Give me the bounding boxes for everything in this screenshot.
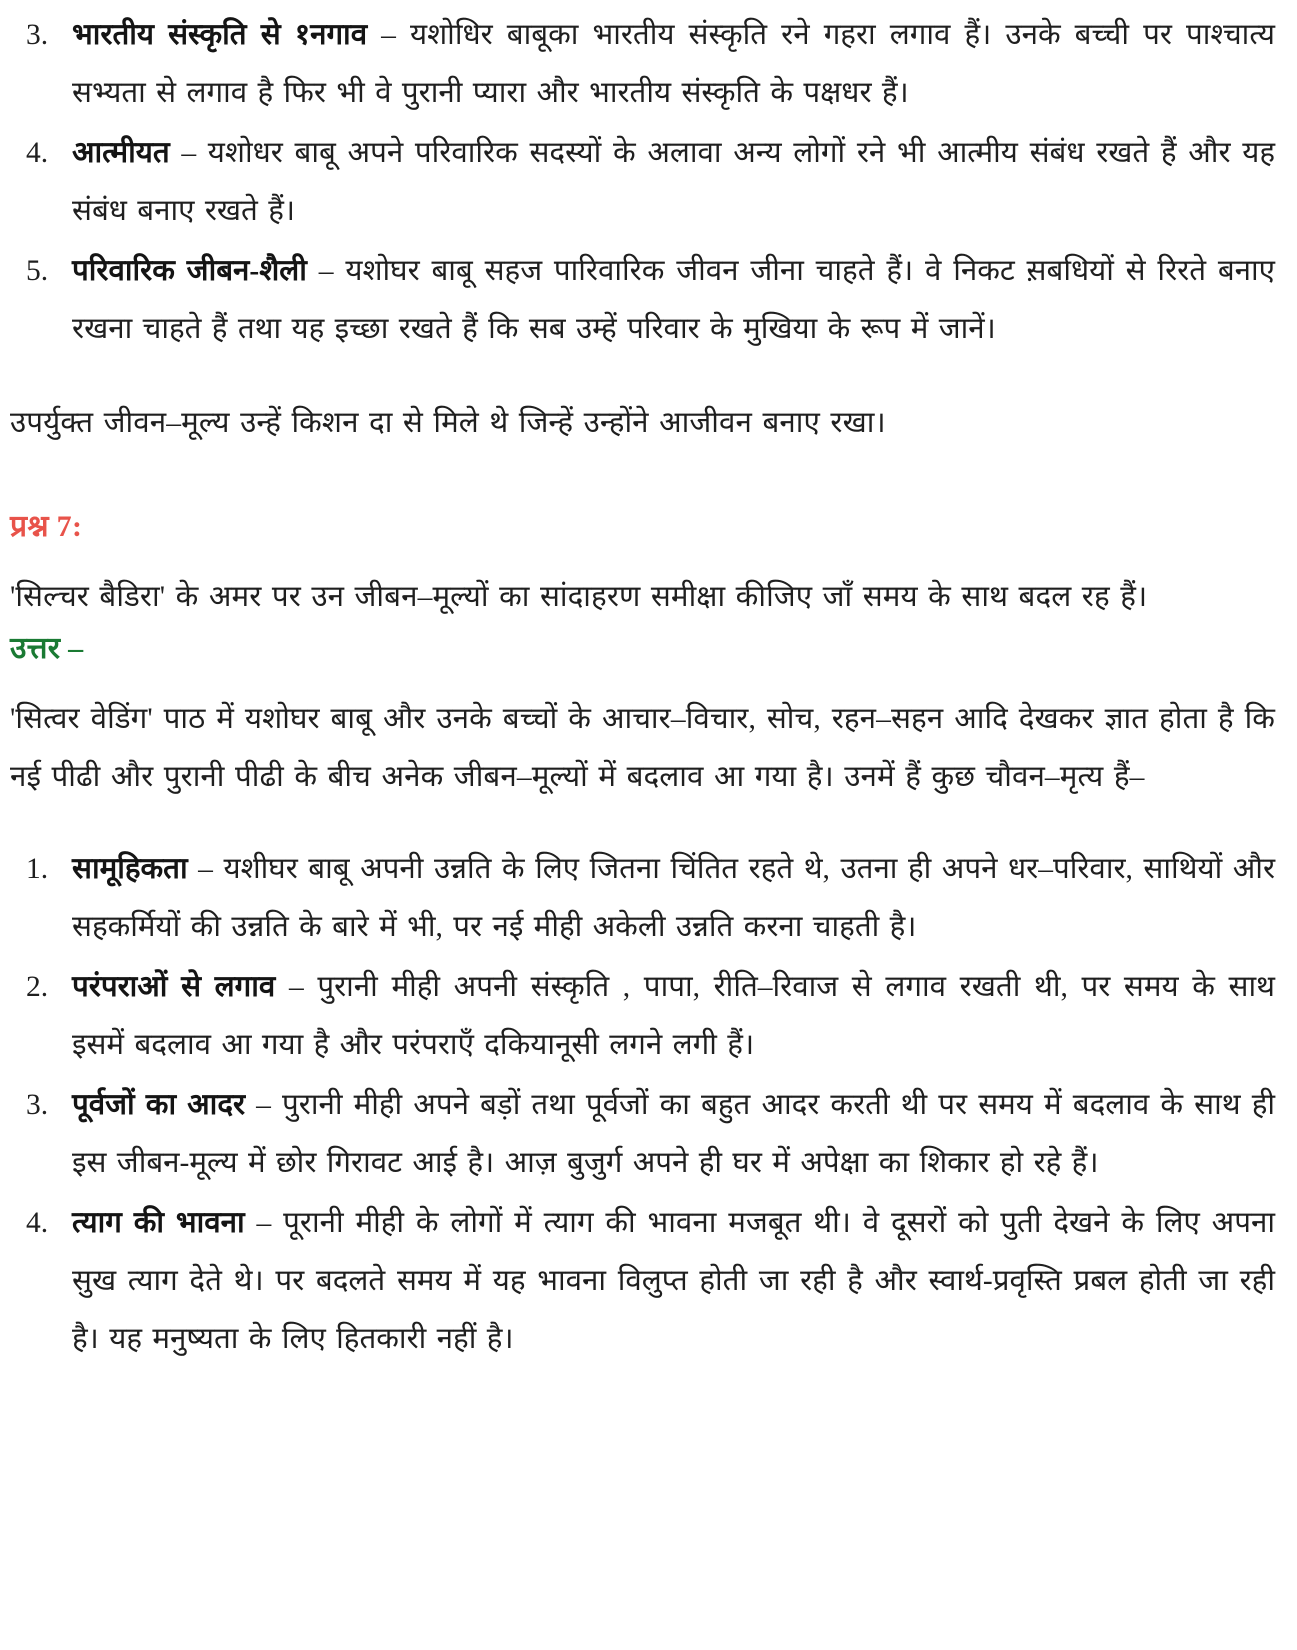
spacer bbox=[10, 806, 1275, 840]
list-item-term: भारतीय संस्कृति से १नगाव bbox=[72, 19, 368, 51]
list-marker: 4. bbox=[26, 137, 49, 169]
list-item-dash: – bbox=[275, 971, 318, 1003]
list-item-text bbox=[72, 124, 1275, 240]
list-item-text bbox=[72, 958, 1275, 1074]
list-item-term: पूर्वजों का आदर bbox=[72, 1089, 246, 1121]
spacer bbox=[10, 550, 1275, 568]
list-item-body: पूरानी मीही के लोगों में त्याग की भावना मजबूत थी। वे दूसरों को पुती देखने के लिए अपना सुख त्याग देते थे। पर बदलते समय में यह भावना विलुप्त होती जा रही है और स्वार्थ-प्रवृस्ति प्रबल होती जा रही है। यह मनुष्यता के लिए हितकारी नहीं है। bbox=[72, 1207, 1275, 1355]
list-item-dash: – bbox=[244, 1207, 284, 1239]
list-item bbox=[10, 840, 1275, 956]
list-item-term: त्याग की भावना bbox=[72, 1207, 245, 1239]
list-marker: 3. bbox=[26, 19, 49, 51]
list-marker: 3. bbox=[26, 1089, 49, 1121]
answer-heading: उत्तर – bbox=[10, 632, 84, 665]
top-numbered-list bbox=[10, 6, 1275, 358]
question-heading: प्रश्न 7: bbox=[10, 510, 83, 543]
list-item-body: यशोघर बाबू सहज पारिवारिक जीवन जीना चाहते हैं। वे निकट स़बधियों से रिरते बनाए रखना चाहते हैं तथा यह इच्छा रखते हैं कि सब उम्हें परिवार के मुखिया के रूप में जानें। bbox=[72, 255, 1275, 345]
list-item-dash: – bbox=[306, 255, 346, 287]
spacer bbox=[10, 360, 1275, 394]
list-item-dash: – bbox=[169, 137, 208, 169]
list-item bbox=[10, 242, 1275, 358]
list-item-text bbox=[72, 242, 1275, 358]
list-item-body: पुरानी मीही अपने बड़ों तथा पूर्वजों का बहुत आदर करती थी पर समय में बदलाव के साथ ही इस जीबन-मूल्य में छोर गिरावट आई है। आज़ बुजुर्ग अपने ही घर में अपेक्षा का शिकार हो रहे हैं। bbox=[72, 1089, 1275, 1179]
question-text: 'सिल्चर बैडिरा' के अमर पर उन जीबन–मूल्यों का सांदाहरण समीक्षा कीजिए जाँ समय के साथ बदल रह हैं। bbox=[10, 581, 1148, 613]
list-item-term: आत्मीयत bbox=[72, 137, 170, 169]
list-item bbox=[10, 1194, 1275, 1368]
list-item-body: यशोधिर बाबूका भारतीय संस्कृति रने गहरा लगाव हैं। उनके बच्ची पर पाश्चात्य सभ्यता से लगाव है फिर भी वे पुरानी प्यारा और भारतीय संस्कृति के पक्षधर हैं। bbox=[72, 19, 1275, 109]
list-item-term: सामूहिकता bbox=[72, 853, 188, 885]
list-item bbox=[10, 6, 1275, 122]
list-item-term: परिवारिक जीबन-शैली bbox=[72, 255, 307, 287]
list-marker: 5. bbox=[26, 255, 49, 287]
closing-note: उपर्युक्त जीवन–मूल्य उन्हें किशन दा से मिले थे जिन्हें उन्होंने आजीवन बनाए रखा। bbox=[10, 407, 886, 439]
list-item-term: परंपराओं से लगाव bbox=[72, 971, 276, 1003]
list-item-text bbox=[72, 840, 1275, 956]
list-item bbox=[10, 1076, 1275, 1192]
list-item bbox=[10, 958, 1275, 1074]
answer-intro-text: 'सित्वर वेडिंग' पाठ में यशोघर बाबू और उनके बच्चों के आचार–विचार, सोच, रहन–सहन आदि देखकर ज्ञात होता है कि नई पीढी और पुरानी पीढी के बीच अनेक जीबन–मूल्यों में बदलाव आ गया है। उनमें हैं कुछ चौवन–मृत्य हैं– bbox=[10, 703, 1275, 793]
spacer bbox=[10, 452, 1275, 504]
list-item-body: पुरानी मीही अपनी संस्कृति , पापा, रीति–रिवाज से लगाव रखती थी, पर समय के साथ इसमें बदलाव आ गया है और परंपराएँ दकियानूसी लगने लगी हैं। bbox=[72, 971, 1275, 1061]
list-item-body: यशीघर बाबू अपनी उन्नति के लिए जितना चिंतित रहते थे, उतना ही अपने धर–परिवार, साथियों और सहकर्मियों की उन्नति के बारे में भी, पर नई मीही अकेली उन्नति करना चाहती है। bbox=[72, 853, 1276, 943]
list-item bbox=[10, 124, 1275, 240]
list-item-text bbox=[72, 1076, 1275, 1192]
list-item-dash: – bbox=[245, 1089, 283, 1121]
list-item-text bbox=[72, 1194, 1275, 1368]
list-marker: 1. bbox=[26, 853, 49, 885]
list-item-body: यशोधर बाबू अपने परिवारिक सदस्यों के अलावा अन्य लोगों रने भी आत्मीय संबंध रखते हैं और यह संबंध बनाए रखते हैं। bbox=[72, 137, 1275, 227]
list-marker: 4. bbox=[26, 1207, 49, 1239]
spacer bbox=[10, 672, 1275, 690]
answer-numbered-list bbox=[10, 840, 1275, 1368]
list-marker: 2. bbox=[26, 971, 49, 1003]
list-item-dash: – bbox=[367, 19, 411, 51]
list-item-dash: – bbox=[187, 853, 224, 885]
list-item-text bbox=[72, 6, 1275, 122]
